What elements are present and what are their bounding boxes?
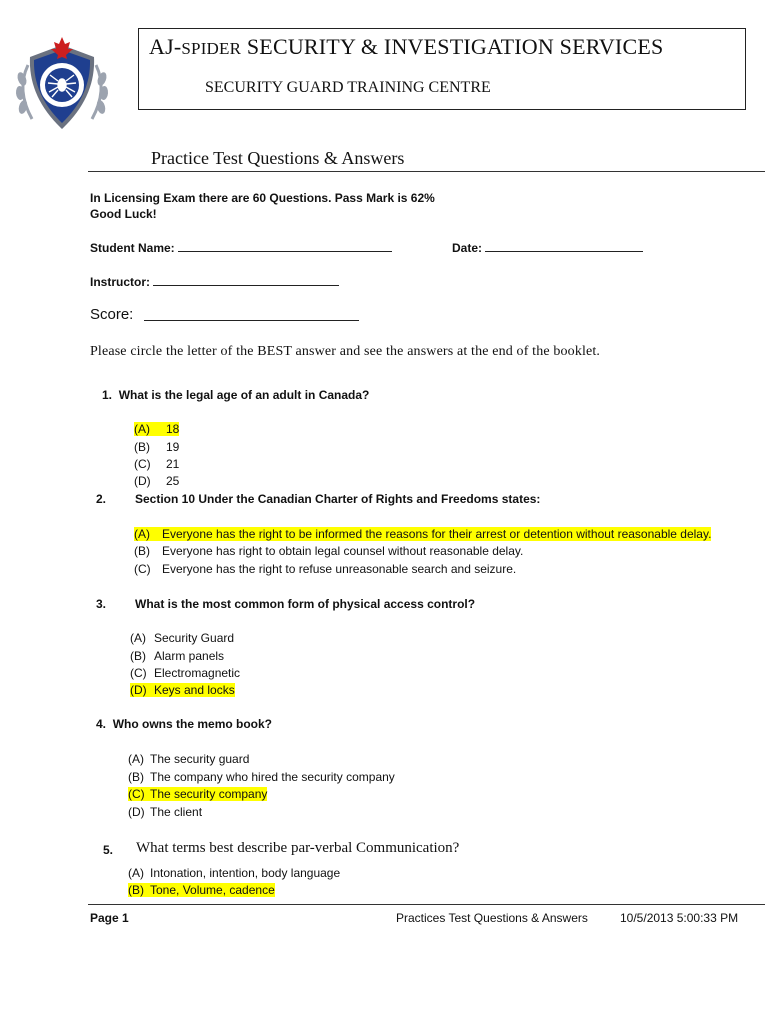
company-logo — [10, 35, 114, 139]
question-5-number: 5. — [103, 843, 114, 857]
score-label: Score: — [90, 306, 134, 323]
answer-option[interactable]: (C) The security company — [128, 787, 268, 801]
answer-option[interactable]: (A) 18 — [134, 422, 180, 436]
answer-option[interactable]: (A) The security guard — [128, 752, 250, 766]
answer-option[interactable]: (B) Tone, Volume, cadence — [128, 883, 275, 897]
question-4: 4. Who owns the memo book? — [96, 717, 273, 731]
organization-name: AJ-SPIDER SECURITY & INVESTIGATION SERVICES — [149, 34, 664, 59]
instructor-line[interactable] — [153, 274, 339, 286]
footer-title: Practices Test Questions & Answers — [396, 911, 588, 925]
question-3-number: 3. — [96, 597, 107, 611]
title-divider — [88, 171, 765, 172]
date-field[interactable]: Date: — [452, 240, 643, 255]
score-line[interactable] — [144, 320, 359, 321]
answer-option[interactable]: (A) Everyone has the right to be informed the reasons for their arrest or detention without reasonable delay. — [134, 527, 712, 541]
answer-option[interactable]: (D) Keys and locks — [130, 683, 235, 697]
page-number: Page 1 — [90, 911, 129, 925]
exam-info: In Licensing Exam there are 60 Questions. Pass Mark is 62% — [90, 191, 435, 205]
footer-divider — [88, 904, 765, 905]
instructor-field[interactable]: Instructor: — [90, 274, 339, 289]
student-name-field[interactable]: Student Name: — [90, 240, 392, 255]
question-1: 1. What is the legal age of an adult in Canada? — [102, 388, 370, 402]
answer-option[interactable]: (A) Intonation, intention, body language — [128, 866, 341, 880]
answer-option[interactable]: (B) The company who hired the security company — [128, 770, 395, 784]
answer-option[interactable]: (B) Everyone has right to obtain legal counsel without reasonable delay. — [134, 544, 524, 558]
question-2: Section 10 Under the Canadian Charter of Rights and Freedoms states: — [135, 492, 541, 506]
date-line[interactable] — [485, 240, 643, 252]
answer-option[interactable]: (B) 19 — [134, 440, 180, 454]
training-centre-name: SECURITY GUARD TRAINING CENTRE — [205, 79, 491, 96]
good-luck-text: Good Luck! — [90, 207, 157, 221]
answer-option[interactable]: (C) Everyone has the right to refuse unreasonable search and seizure. — [134, 562, 517, 576]
question-2-number: 2. — [96, 492, 107, 506]
footer-datetime: 10/5/2013 5:00:33 PM — [620, 911, 739, 925]
answer-option[interactable]: (D) 25 — [134, 474, 180, 488]
answer-option[interactable]: (B) Alarm panels — [130, 649, 225, 663]
instruction-text: Please circle the letter of the BEST answer and see the answers at the end of the booklet. — [90, 344, 601, 359]
question-5: What terms best describe par-verbal Communication? — [136, 840, 460, 856]
answer-option[interactable]: (C) 21 — [134, 457, 180, 471]
page-title: Practice Test Questions & Answers — [151, 148, 405, 168]
answer-option[interactable]: (D) The client — [128, 805, 203, 819]
answer-option[interactable]: (A) Security Guard — [130, 631, 235, 645]
answer-option[interactable]: (C) Electromagnetic — [130, 666, 241, 680]
student-name-line[interactable] — [178, 240, 392, 252]
question-3: What is the most common form of physical access control? — [135, 597, 476, 611]
